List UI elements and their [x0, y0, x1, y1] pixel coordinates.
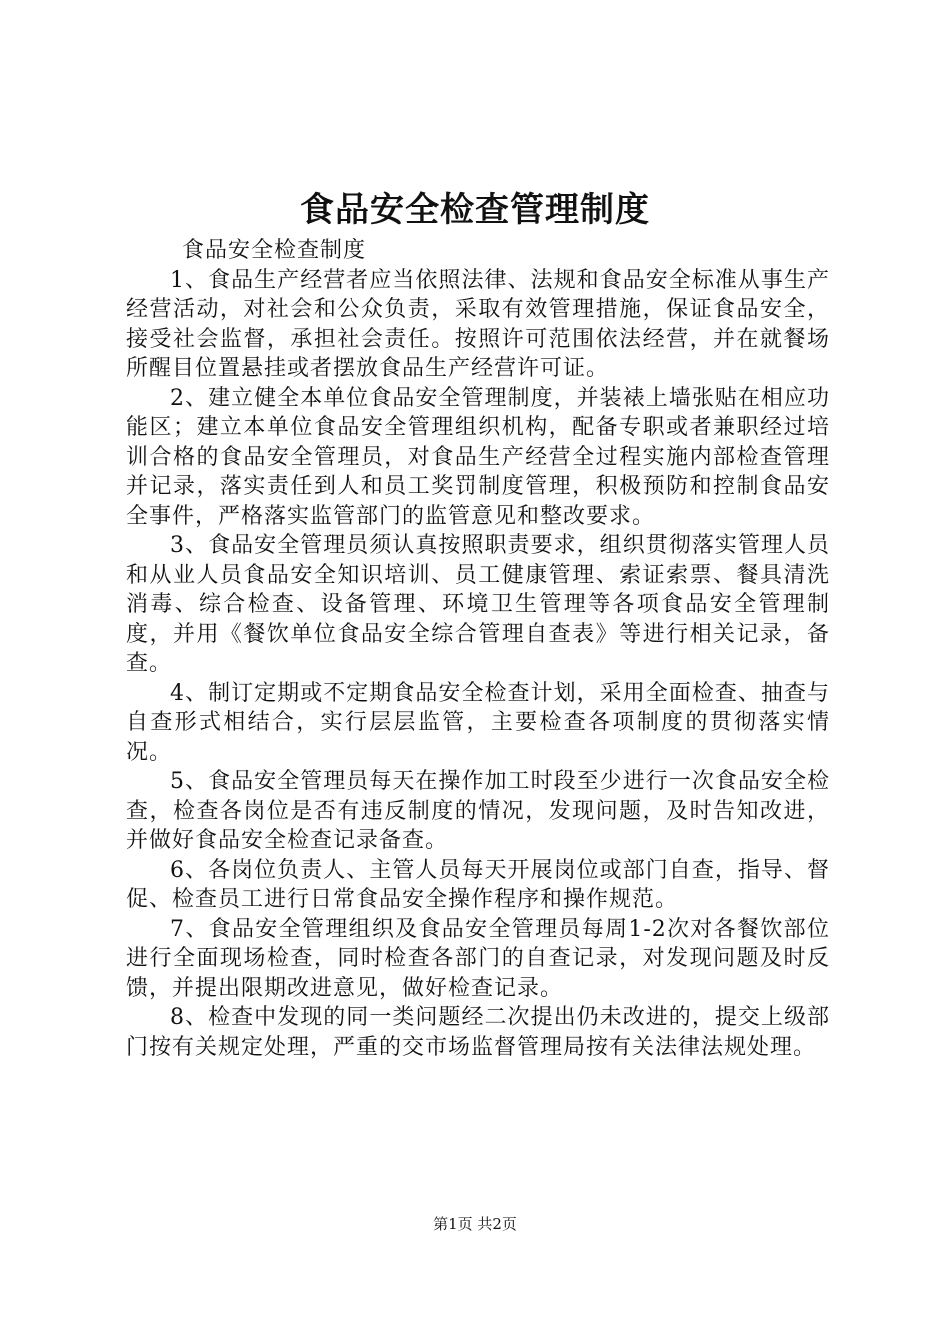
page-footer: 第1页 共2页	[433, 1215, 517, 1233]
paragraph-8: 8、检查中发现的同一类问题经二次提出仍未改进的，提交上级部门按有关规定处理，严重的交市场监督管理局按有关法律法规处理。	[126, 1005, 830, 1060]
paragraph-2: 2、建立健全本单位食品安全管理制度，并装裱上墙张贴在相应功能区；建立本单位食品安全管理组织机构，配备专职或者兼职经过培训合格的食品安全管理员，对食品生产经营全过程实施内部检查管理并记录，落实责任到人和员工奖罚制度管理，积极预防和控制食品安全事件，严格落实监管部门的监管意见和整改要求。	[126, 385, 830, 529]
paragraph-1: 1、食品生产经营者应当依照法律、法规和食品安全标准从事生产经营活动，对社会和公众负责，采取有效管理措施，保证食品安全，接受社会监督，承担社会责任。按照许可范围依法经营，并在就餐场所醒目位置悬挂或者摆放食品生产经营许可证。	[126, 267, 830, 381]
paragraph-7: 7、食品安全管理组织及食品安全管理员每周1-2次对各餐饮部位进行全面现场检查，同时检查各部门的自查记录，对发现问题及时反馈，并提出限期改进意见，做好检查记录。	[126, 916, 830, 1001]
document-body	[126, 236, 830, 1062]
document-subtitle: 食品安全检查制度	[182, 238, 367, 263]
paragraph-4: 4、制订定期或不定期食品安全检查计划，采用全面检查、抽查与自查形式相结合，实行层层监管，主要检查各项制度的贯彻落实情况。	[126, 680, 830, 765]
paragraph-6: 6、各岗位负责人、主管人员每天开展岗位或部门自查，指导、督促、检查员工进行日常食品安全操作程序和操作规范。	[126, 857, 830, 912]
paragraph-3: 3、食品安全管理员须认真按照职责要求，组织贯彻落实管理人员和从业人员食品安全知识培训、员工健康管理、索证索票、餐具清洗消毒、综合检查、设备管理、环境卫生管理等各项食品安全管理制度，并用《餐饮单位食品安全综合管理自查表》等进行相关记录，备查。	[126, 533, 830, 676]
paragraph-5: 5、食品安全管理员每天在操作加工时段至少进行一次食品安全检查，检查各岗位是否有违反制度的情况，发现问题，及时告知改进，并做好食品安全检查记录备查。	[126, 769, 830, 853]
document-title: 食品安全检查管理制度	[300, 190, 650, 230]
